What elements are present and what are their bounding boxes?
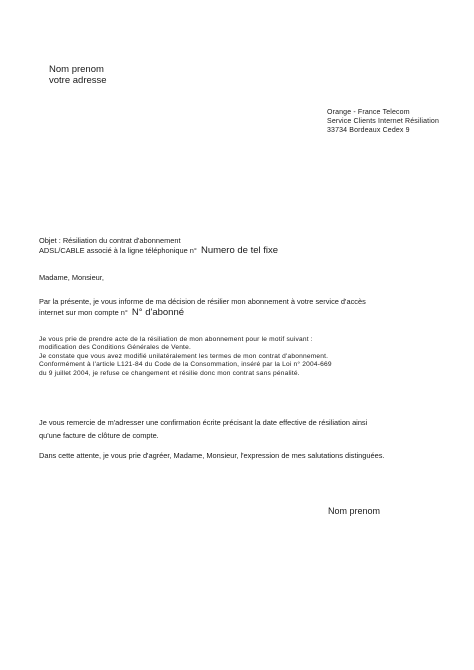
account-number-placeholder: N° d'abonné bbox=[131, 307, 185, 318]
signature-name: Nom prenom bbox=[328, 506, 381, 516]
paragraph-1-line-1: Par la présente, je vous informe de ma décision de résilier mon abonnement à votre service d'accès bbox=[39, 297, 366, 306]
paragraph-3-line-1: Je vous remercie de m'adresser une confirmation écrite précisant la date effective de résiliation ainsi bbox=[39, 418, 368, 427]
paragraph-3 bbox=[39, 416, 367, 442]
recipient-line-3: 33734 Bordeaux Cedex 9 bbox=[327, 127, 410, 134]
subject-line-1: Objet : Résiliation du contrat d'abonnement bbox=[39, 236, 181, 245]
recipient-line-1: Orange - France Telecom bbox=[327, 109, 410, 116]
recipient-block bbox=[327, 108, 439, 135]
sender-address: votre adresse bbox=[49, 75, 107, 86]
paragraph-2-line-1: Je vous prie de prendre acte de la résiliation de mon abonnement pour le motif suivant : bbox=[39, 336, 313, 343]
recipient-line-2: Service Clients Internet Résiliation bbox=[327, 118, 440, 125]
phone-number-placeholder: Numero de tel fixe bbox=[200, 245, 279, 256]
paragraph-1-line-2 bbox=[39, 307, 366, 318]
sender-block bbox=[49, 64, 107, 86]
paragraph-2-line-4: Conformément à l'article L121-84 du Code de la Consommation, inséré par la Loi n° 2004-669 bbox=[39, 361, 332, 369]
paragraph-2-line-3: Je constate que vous avez modifié unilatéralement les termes de mon contrat d'abonnement. bbox=[39, 352, 329, 360]
paragraph-2-line-2: modification des Conditions Générales de Vente. bbox=[39, 344, 191, 352]
subject-line-2 bbox=[39, 246, 278, 256]
salutation: Madame, Monsieur, bbox=[39, 273, 104, 282]
paragraph-4: Dans cette attente, je vous prie d'agréer, Madame, Monsieur, l'expression de mes salutations distinguées. bbox=[39, 451, 385, 460]
paragraph-1-line-2-text: internet sur mon compte n° bbox=[39, 308, 128, 317]
paragraph-3-line-2: qu'une facture de clôture de compte. bbox=[39, 431, 159, 440]
sender-name: Nom prenom bbox=[49, 64, 104, 75]
paragraph-1 bbox=[39, 296, 366, 318]
paragraph-2 bbox=[39, 336, 332, 378]
subject-line-2-text: ADSL/CABLE associé à la ligne téléphonique n° bbox=[39, 246, 197, 255]
paragraph-2-line-5: du 9 juillet 2004, je refuse ce changement et résilie donc mon contrat sans pénalité. bbox=[39, 369, 300, 377]
subject-block bbox=[39, 236, 278, 256]
